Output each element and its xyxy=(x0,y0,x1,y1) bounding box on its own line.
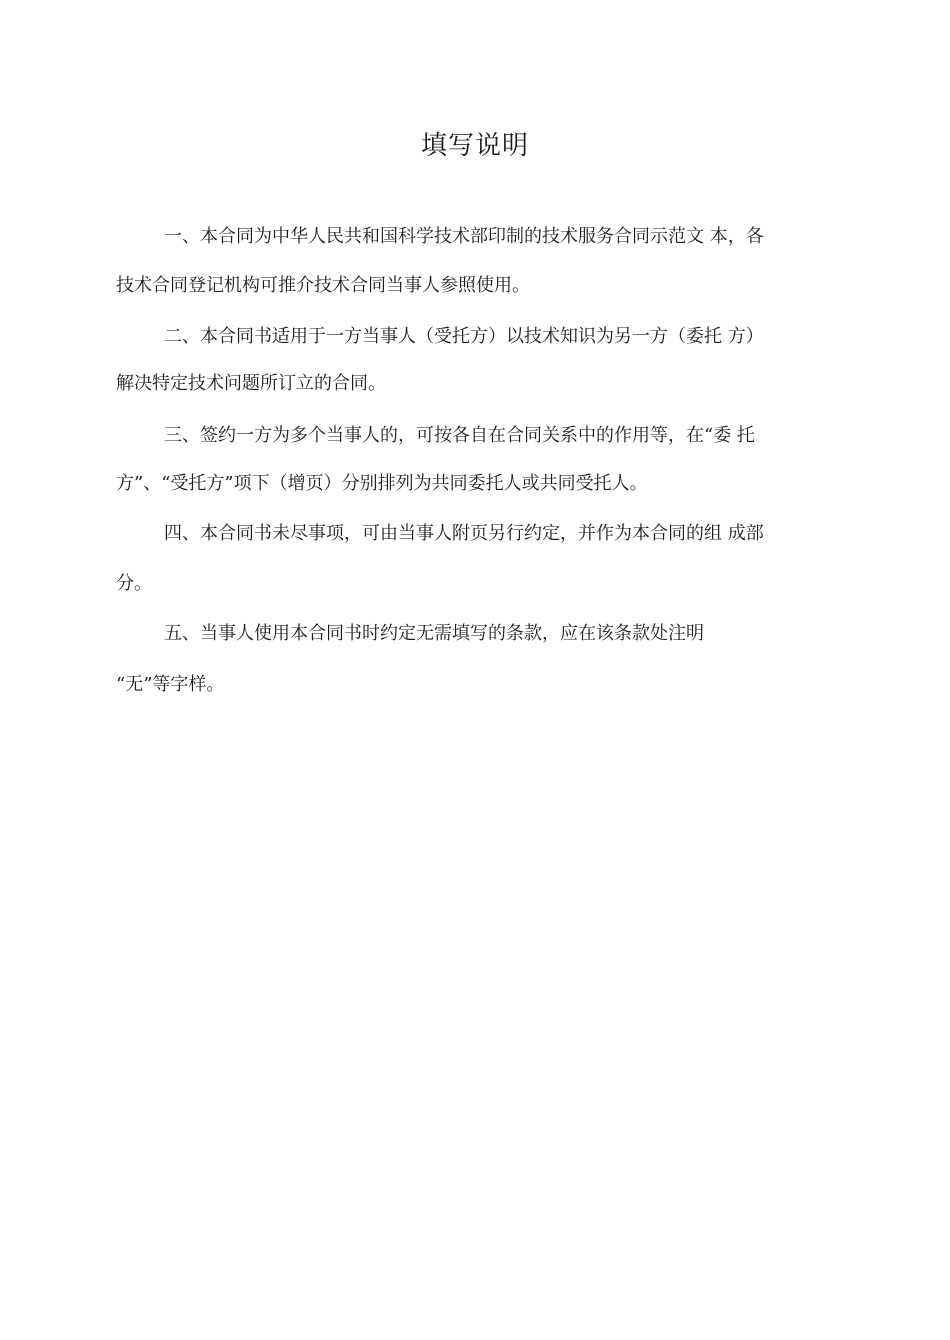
clause-4-line-1: 四、本合同书未尽事项，可由当事人附页另行约定，并作为本合同的组 成部 xyxy=(164,523,764,544)
clause-5-line-2: “无”等字样。 xyxy=(116,674,225,695)
document-title: 填写说明 xyxy=(420,131,529,161)
clause-3-line-2: 方”、“受托方”项下（增页）分别排列为共同委托人或共同受托人。 xyxy=(116,473,648,494)
clause-2-line-2: 解决特定技术问题所订立的合同。 xyxy=(116,373,386,394)
clause-5-line-1: 五、当事人使用本合同书时约定无需填写的条款，应在该条款处注明 xyxy=(164,623,704,644)
clause-1-line-1: 一、本合同为中华人民共和国科学技术部印制的技术服务合同示范文 本，各 xyxy=(164,226,764,247)
clause-4-line-2: 分。 xyxy=(116,573,152,594)
clause-3-line-1: 三、签约一方为多个当事人的，可按各自在合同关系中的作用等，在“委 托 xyxy=(164,425,755,446)
clause-1-line-2: 技术合同登记机构可推介技术合同当事人参照使用。 xyxy=(116,275,530,296)
clause-2-line-1: 二、本合同书适用于一方当事人（受托方）以技术知识为另一方（委托 方） xyxy=(164,326,764,347)
